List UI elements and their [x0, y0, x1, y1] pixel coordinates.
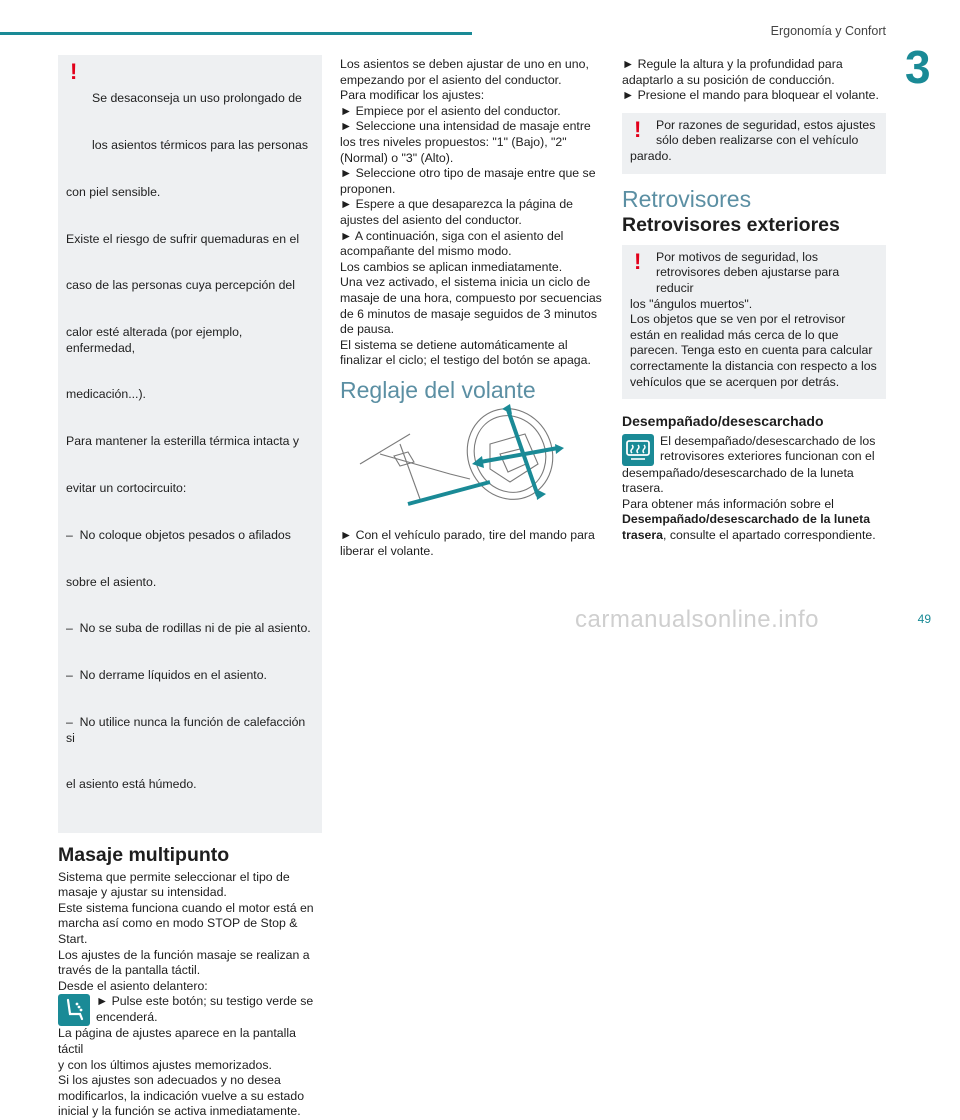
cross-reference-link[interactable]: Desempañado/desescarchado de la luneta: [622, 512, 871, 527]
masaje-intro: [58, 870, 322, 995]
text-line: y con los últimos ajustes memorizados.: [58, 1057, 272, 1072]
text-line: ► Seleccione una intensidad de masaje entre: [340, 119, 591, 134]
text-line: Una vez activado, el sistema inicia un ciclo de: [340, 275, 591, 290]
warning-exclamation-icon: !: [634, 116, 642, 142]
heading-masaje-multipunto: Masaje multipunto: [58, 844, 230, 867]
text-line: ► Regule la altura y la profundidad para: [622, 57, 843, 71]
text-line: acompañante del mismo modo.: [340, 244, 512, 259]
text-line: Sistema que permite seleccionar el tipo de: [58, 869, 290, 884]
warning-line: – No derrame líquidos en el asiento.: [66, 668, 267, 683]
warning-line: correctamente la distancia con respecto a los: [630, 358, 877, 373]
text-line: Los asientos se deben ajustar de uno en uno,: [340, 57, 589, 71]
massage-button-text: [96, 994, 326, 1025]
text-line: encenderá.: [96, 1010, 158, 1025]
warning-line: los asientos térmicos para las personas: [92, 137, 308, 152]
warning-line: evitar un cortocircuito:: [66, 481, 187, 496]
warning-line: parado.: [630, 148, 672, 163]
text-line: Los cambios se aplican inmediatamente.: [340, 259, 563, 274]
rear-defrost-icon: [622, 434, 654, 466]
text-line: masaje de una hora, compuesto por secuencias: [340, 290, 602, 305]
defrost-row: [622, 434, 886, 466]
text-line: liberar el volante.: [340, 544, 434, 559]
heading-retrovisores-exteriores: Retrovisores exteriores: [622, 214, 840, 237]
warning-box-heated-seats: [58, 55, 322, 833]
warning-line: el asiento está húmedo.: [66, 777, 197, 792]
steering-adjust-illustration: [340, 404, 605, 522]
text-line: ► A continuación, siga con el asiento del: [340, 228, 564, 243]
text-line: desempañado/desescarchado de la luneta: [622, 465, 854, 480]
text-line: de pausa.: [340, 322, 395, 337]
warning-line: Los objetos que se ven por el retrovisor: [630, 312, 846, 327]
warning-line: calor esté alterada (por ejemplo, enfermedad,: [66, 325, 246, 355]
steering-wheel-illustration: [340, 404, 605, 522]
text-line: Los ajustes de la función masaje se realizan a: [58, 947, 310, 962]
text-line: Este sistema funciona cuando el motor está en: [58, 900, 314, 915]
heading-retrovisores: Retrovisores: [622, 185, 752, 212]
text-line: retrovisores exteriores funcionan con el: [660, 449, 875, 464]
text-line: (Normal) o "3" (Alto).: [340, 150, 454, 165]
text-line: , consulte el apartado correspondiente.: [663, 528, 876, 543]
warning-line: Se desaconseja un uso prolongado de: [92, 91, 302, 106]
text-line: adaptarlo a su posición de conducción.: [622, 72, 835, 87]
massage-seat-icon: [58, 994, 90, 1026]
text-line: través de la pantalla táctil.: [58, 963, 201, 978]
text-line: ► Espere a que desaparezca la página de: [340, 197, 573, 212]
cross-reference-link[interactable]: trasera: [622, 528, 664, 543]
text-line: ajustes del asiento del conductor.: [340, 212, 522, 227]
heading-desempanado: Desempañado/desescarchado: [622, 413, 824, 430]
warning-line: Para mantener la esterilla térmica intacta y: [66, 434, 300, 449]
warning-line: medicación...).: [66, 387, 146, 402]
warning-line: están en realidad más cerca de lo que: [630, 327, 839, 342]
warning-line: con piel sensible.: [66, 184, 161, 199]
text-line: El sistema se detiene automáticamente al: [340, 337, 568, 352]
warning-line: Existe el riesgo de sufrir quemaduras en el: [66, 231, 300, 246]
text-line: ► Empiece por el asiento del conductor.: [340, 103, 561, 118]
warning-line: vehículos que se acerquen por detrás.: [630, 374, 840, 389]
text-line: Para modificar los ajustes:: [340, 88, 485, 103]
text-line: Start.: [58, 932, 88, 947]
text-line: finalizar el ciclo; el testigo del botón se apaga.: [340, 353, 591, 368]
masaje-procedure: [340, 57, 605, 369]
chapter-number: 3: [905, 41, 931, 93]
warning-line: caso de las personas cuya percepción del: [66, 278, 295, 293]
warning-exclamation-icon: !: [634, 248, 642, 274]
text-line: modificarlos, la indicación vuelve a su estado: [58, 1088, 305, 1103]
text-line: El desempañado/desescarchado de los: [660, 433, 876, 448]
warning-box-steering: [622, 113, 886, 174]
text-line: marcha así como en modo STOP de Stop &: [58, 916, 298, 931]
warning-line: retrovisores deben ajustarse para reducir: [656, 265, 840, 295]
warning-exclamation-icon: !: [70, 59, 78, 84]
defrost-icon-text: [660, 434, 888, 465]
section-title: Ergonomía y Confort: [770, 24, 886, 38]
warning-line: – No coloque objetos pesados o afilados: [66, 527, 291, 542]
masaje-settings-text: [58, 1026, 322, 1120]
text-line: los tres niveles propuestos: "1" (Bajo), "2": [340, 134, 567, 149]
warning-line: sólo deben realizarse con el vehículo: [656, 133, 859, 148]
warning-line: Por razones de seguridad, estos ajustes: [656, 117, 876, 132]
column-middle: [340, 57, 605, 560]
text-line: inicial y la función se activa inmediatamente.: [58, 1104, 301, 1119]
steering-release-text: [340, 528, 605, 559]
text-line: ► Presione el mando para bloquear el volante.: [622, 88, 879, 103]
warning-line: – No se suba de rodillas ni de pie al asiento.: [66, 621, 311, 636]
watermark: carmanualsonline.info: [575, 606, 819, 633]
defrost-text: [622, 466, 886, 544]
warning-line: – No utilice nunca la función de calefacción si: [66, 714, 309, 745]
text-line: masaje y ajustar su intensidad.: [58, 885, 227, 900]
column-left: [58, 55, 322, 1120]
column-right: [622, 57, 886, 544]
text-line: empezando por el asiento del conductor.: [340, 72, 562, 87]
warning-box-mirrors: [622, 245, 886, 399]
warning-line: parecen. Tenga esto en cuenta para calcular: [630, 343, 873, 358]
heading-reglaje-volante: Reglaje del volante: [340, 376, 536, 403]
text-line: Desde el asiento delantero:: [58, 978, 208, 993]
text-line: ► Con el vehículo parado, tire del mando para: [340, 528, 595, 543]
text-line: proponen.: [340, 181, 396, 196]
warning-line: los "ángulos muertos".: [630, 296, 753, 311]
text-line: La página de ajustes aparece en la pantalla táctil: [58, 1026, 296, 1057]
text-line: Si los ajustes son adecuados y no desea: [58, 1073, 281, 1088]
text-line: ► Seleccione otro tipo de masaje entre que se: [340, 166, 596, 181]
page-number: 49: [917, 612, 931, 626]
header-accent-bar: [0, 32, 472, 35]
massage-button-row: [58, 994, 322, 1026]
text-line: Para obtener más información sobre el: [622, 496, 834, 511]
steering-adjust-steps: [622, 57, 886, 104]
text-line: trasera.: [622, 481, 664, 496]
warning-text: [66, 60, 313, 824]
warning-line: Por motivos de seguridad, los: [656, 249, 818, 264]
text-line: de 6 minutos de masaje seguidos de 3 minutos: [340, 306, 598, 321]
warning-line: sobre el asiento.: [66, 574, 157, 589]
text-line: ► Pulse este botón; su testigo verde se: [96, 994, 314, 1009]
